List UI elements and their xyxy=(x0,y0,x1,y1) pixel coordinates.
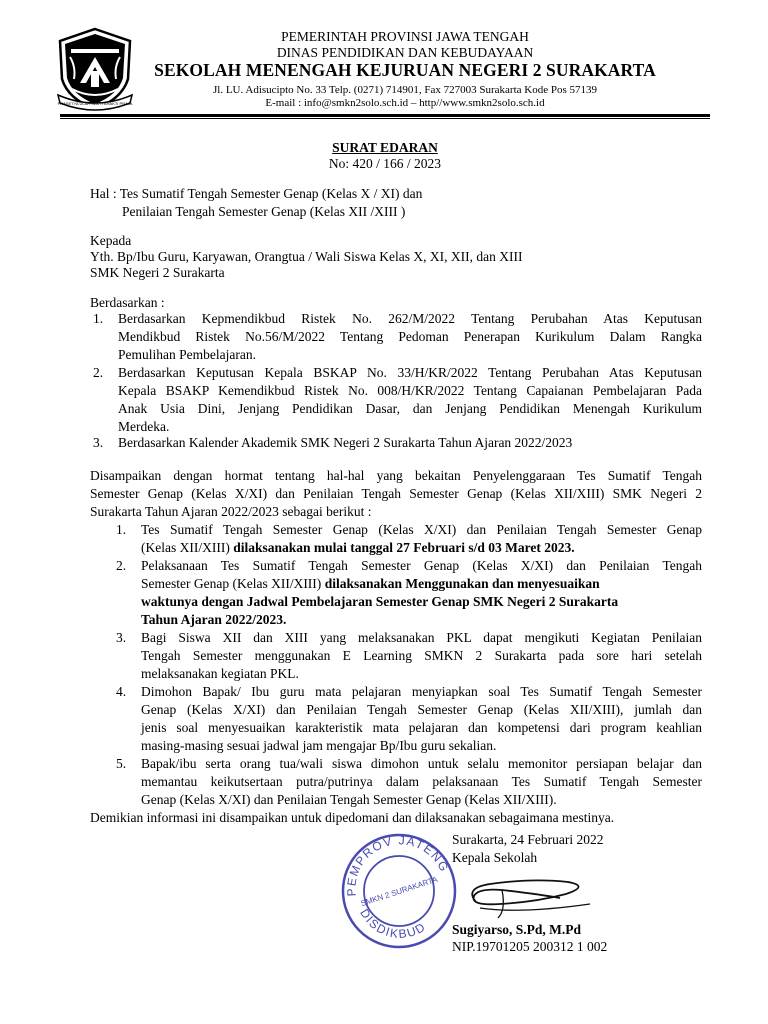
signer-name: Sugiyarso, S.Pd, M.Pd xyxy=(452,922,582,937)
item-1-line-2b: dilaksanakan mulai tanggal 27 Februari s/d 03 Maret 2023. xyxy=(233,540,575,555)
basis-3-line-1: Berdasarkan Kalender Akademik SMK Negeri 2 Surakarta Tahun Ajaran 2022/2023 xyxy=(118,435,573,450)
intro-line-1: Disampaikan dengan hormat tentang hal-hal yang bekaitan Penyelenggaraan Tes Sumatif Tengah xyxy=(90,468,702,483)
item-2-line-2a: Semester Genap (Kelas XII/XIII) xyxy=(141,576,325,591)
signer-nip: NIP.19701205 200312 1 002 xyxy=(452,939,608,954)
item-1-number: 1. xyxy=(116,522,127,537)
item-4-line-2: Genap (Kelas X/XI) dan Penilaian Tengah Semester Genap (Kelas XII/XIII), jumlah dan xyxy=(141,702,702,717)
basis-1-line-1: Berdasarkan Kepmendikbud Ristek No. 262/M/2022 Tentang Perubahan Atas Keputusan xyxy=(118,311,702,326)
letter-number: No: 420 / 166 / 2023 xyxy=(328,156,442,171)
basis-3-number: 3. xyxy=(93,435,104,450)
item-3-line-2: Tengah Semester menggunakan E Learning SMKN 2 Surakarta pada sore hari setelah xyxy=(141,648,702,663)
stamp-center-text: SMKN 2 SURAKARTA xyxy=(359,874,439,909)
item-4-number: 4. xyxy=(116,684,127,699)
subject-line-2: Penilaian Tengah Semester Genap (Kelas XII /XIII ) xyxy=(122,204,406,219)
item-5-line-2: memantau keikutsertaan putra/putrinya dalam pelaksanaan Tes Sumatif Tengah Semester xyxy=(141,774,702,789)
item-4-line-3: jenis soal menyesuaikan karakteristik mata pelajaran dan kompetensi dari program keahlian xyxy=(141,720,702,735)
header-address: Jl. LU. Adisucipto No. 33 Telp. (0271) 714901, Fax 727003 Surakarta Kode Pos 57139 xyxy=(212,84,597,96)
letter-title: SURAT EDARAN xyxy=(332,140,438,155)
basis-2-line-2: Kepala BSAKP Kemendikbud Ristek No. 008/H/KR/2022 Tentang Capaianan Pembelajaran Pada xyxy=(118,383,702,398)
item-2-line-3: waktunya dengan Jadwal Pembelajaran Semester Genap SMK Negeri 2 Surakarta xyxy=(141,594,619,609)
stamp-top-text: PEMPROV JATENG xyxy=(344,833,452,897)
intro-line-2: Semester Genap (Kelas X/XI) dan Penilaian Tengah Semester Genap (Kelas XII/XIII) SMK Negeri 2 xyxy=(90,486,702,501)
item-2-line-1: Pelaksanaan Tes Sumatif Tengah Semester Genap (Kelas X/XI) dan Penilaian Tengah xyxy=(141,558,702,573)
item-4-line-1: Dimohon Bapak/ Ibu guru mata pelajaran menyiapkan soal Tes Sumatif Tengah Semester xyxy=(141,684,702,699)
header-government: PEMERINTAH PROVINSI JAWA TENGAH xyxy=(281,29,529,44)
item-5-line-1: Bapak/ibu serta orang tua/wali siswa dimohon untuk selalu memonitor persiapan belajar dan xyxy=(141,756,702,771)
item-4-line-4: masing-masing sesuai jadwal jam mengajar Bp/Ibu guru sekalian. xyxy=(141,738,497,753)
signature-place-date: Surakarta, 24 Februari 2022 xyxy=(452,832,604,847)
svg-text:DISDIKBUD xyxy=(357,906,428,941)
stamp-bottom-text: DISDIKBUD xyxy=(357,906,429,941)
header-contact: E-mail : info@smkn2solo.sch.id – http//www.smkn2solo.sch.id xyxy=(265,97,545,109)
item-2-line-4: Tahun Ajaran 2022/2023. xyxy=(141,612,287,627)
item-1-line-2a: (Kelas XII/XIII) xyxy=(141,540,234,555)
recipient-label: Kepada xyxy=(90,233,132,248)
basis-1-number: 1. xyxy=(93,311,104,326)
basis-1-line-3: Pemulihan Pembelajaran. xyxy=(118,347,256,362)
item-3-line-3: melaksanakan kegiatan PKL. xyxy=(141,666,299,681)
basis-2-line-1: Berdasarkan Keputusan Kepala BSKAP No. 33/H/KR/2022 Tentang Perubahan Atas Keputusan xyxy=(118,365,702,380)
handwritten-signature xyxy=(440,868,610,926)
recipient-line-2: SMK Negeri 2 Surakarta xyxy=(90,265,225,280)
header-department: DINAS PENDIDIKAN DAN KEBUDAYAAN xyxy=(276,45,534,60)
provincial-crest-logo xyxy=(56,27,134,113)
basis-2-line-4: Merdeka. xyxy=(118,419,170,434)
basis-2-line-3: Anak Usia Dini, Jenjang Pendidikan Dasar, dan Jenjang Pendidikan Menengah Kurikulum xyxy=(118,401,702,416)
header-school-name: SEKOLAH MENENGAH KEJURUAN NEGERI 2 SURAKARTA xyxy=(154,60,656,80)
basis-2-number: 2. xyxy=(93,365,104,380)
basis-label: Berdasarkan : xyxy=(90,295,165,310)
intro-line-3: Surakarta Tahun Ajaran 2022/2023 sebagai berikut : xyxy=(90,504,372,519)
item-2-line-2b: dilaksanakan Menggunakan dan menyesuaikan xyxy=(324,576,600,591)
item-5-line-3: Genap (Kelas X/XI) dan Penilaian Tengah Semester Genap (Kelas XII/XIII). xyxy=(141,792,557,807)
signature-position: Kepala Sekolah xyxy=(452,850,538,865)
recipient-line-1: Yth. Bp/Ibu Guru, Karyawan, Orangtua / Wali Siswa Kelas X, XI, XII, dan XIII xyxy=(90,249,523,264)
crest-banner-text: PRASETYA ULAH SAKTI BHAKTI PRAJA xyxy=(57,101,133,106)
header-divider-thick xyxy=(60,114,710,117)
item-3-number: 3. xyxy=(116,630,127,645)
item-3-line-1: Bagi Siswa XII dan XIII yang melaksanakan PKL dapat mengikuti Kegiatan Penilaian xyxy=(141,630,702,645)
closing-line: Demikian informasi ini disampaikan untuk dipedomani dan dilaksanakan sebagaimana mestinya. xyxy=(90,810,615,825)
subject-line-1: Hal : Tes Sumatif Tengah Semester Genap (Kelas X / XI) dan xyxy=(90,186,423,201)
item-2-number: 2. xyxy=(116,558,127,573)
basis-1-line-2: Mendikbud Ristek No.56/M/2022 Tentang Pedoman Penerapan Kurikulum Dalam Rangka xyxy=(118,329,702,344)
item-5-number: 5. xyxy=(116,756,127,771)
header-divider-thin xyxy=(60,118,710,119)
item-1-line-1: Tes Sumatif Tengah Semester Genap (Kelas X/XI) dan Penilaian Tengah Semester Genap xyxy=(141,522,702,537)
